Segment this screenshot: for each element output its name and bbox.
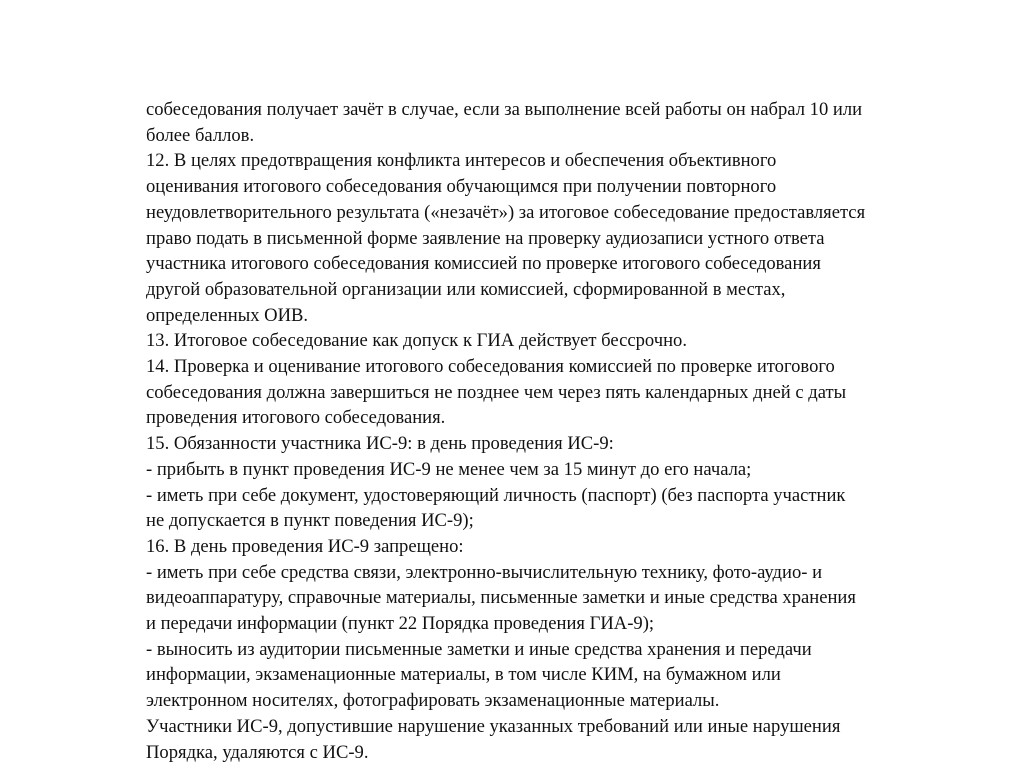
text-line: 14. Проверка и оценивание итогового собеседования комиссией по проверке итогового (146, 356, 835, 378)
text-line: собеседования должна завершиться не позднее чем через пять календарных дней с даты (146, 381, 847, 403)
text-line: - выносить из аудитории письменные заметки и иные средства хранения и передачи (146, 638, 812, 660)
text-line: видеоаппаратуру, справочные материалы, письменные заметки и иные средства хранения (146, 587, 856, 609)
text-line: другой образовательной организации или комиссией, сформированной в местах, (146, 278, 786, 300)
text-line: право подать в письменной форме заявление на проверку аудиозаписи устного ответа (146, 227, 825, 249)
text-line: более баллов. (146, 124, 255, 146)
text-line: информации, экзаменационные материалы, в том числе КИМ, на бумажном или (146, 664, 781, 686)
text-line: - прибыть в пункт проведения ИС-9 не менее чем за 15 минут до его начала; (146, 458, 752, 480)
document-text (146, 97, 986, 765)
text-line: определенных ОИВ. (146, 304, 309, 326)
text-line: оценивания итогового собеседования обучающимся при получении повторного (146, 176, 777, 198)
text-line: собеседования получает зачёт в случае, если за выполнение всей работы он набрал 10 или (146, 99, 863, 120)
text-line: участника итогового собеседования комиссией по проверке итогового собеседования (146, 253, 821, 275)
text-line: электронном носителях, фотографировать экзаменационные материалы. (146, 690, 720, 712)
text-line: проведения итогового собеседования. (146, 407, 446, 429)
text-line: - иметь при себе средства связи, электронно-вычислительную технику, фото-аудио- и (146, 561, 823, 583)
text-line: Участники ИС-9, допустившие нарушение указанных требований или иные нарушения (146, 715, 841, 737)
text-line: не допускается в пункт поведения ИС-9); (146, 510, 474, 532)
text-line: 15. Обязанности участника ИС-9: в день проведения ИС-9: (146, 433, 614, 455)
text-line: - иметь при себе документ, удостоверяющий личность (паспорт) (без паспорта участник (146, 484, 846, 506)
text-line: неудовлетворительного результата («незачёт») за итоговое собеседование предоставляется (146, 201, 866, 223)
text-line: Порядка, удаляются с ИС-9. (146, 741, 369, 763)
text-line: 13. Итоговое собеседование как допуск к ГИА действует бессрочно. (146, 330, 687, 352)
text-line: 12. В целях предотвращения конфликта интересов и обеспечения объективного (146, 150, 777, 172)
text-line: и передачи информации (пункт 22 Порядка проведения ГИА-9); (146, 613, 655, 635)
text-line: 16. В день проведения ИС-9 запрещено: (146, 535, 464, 557)
